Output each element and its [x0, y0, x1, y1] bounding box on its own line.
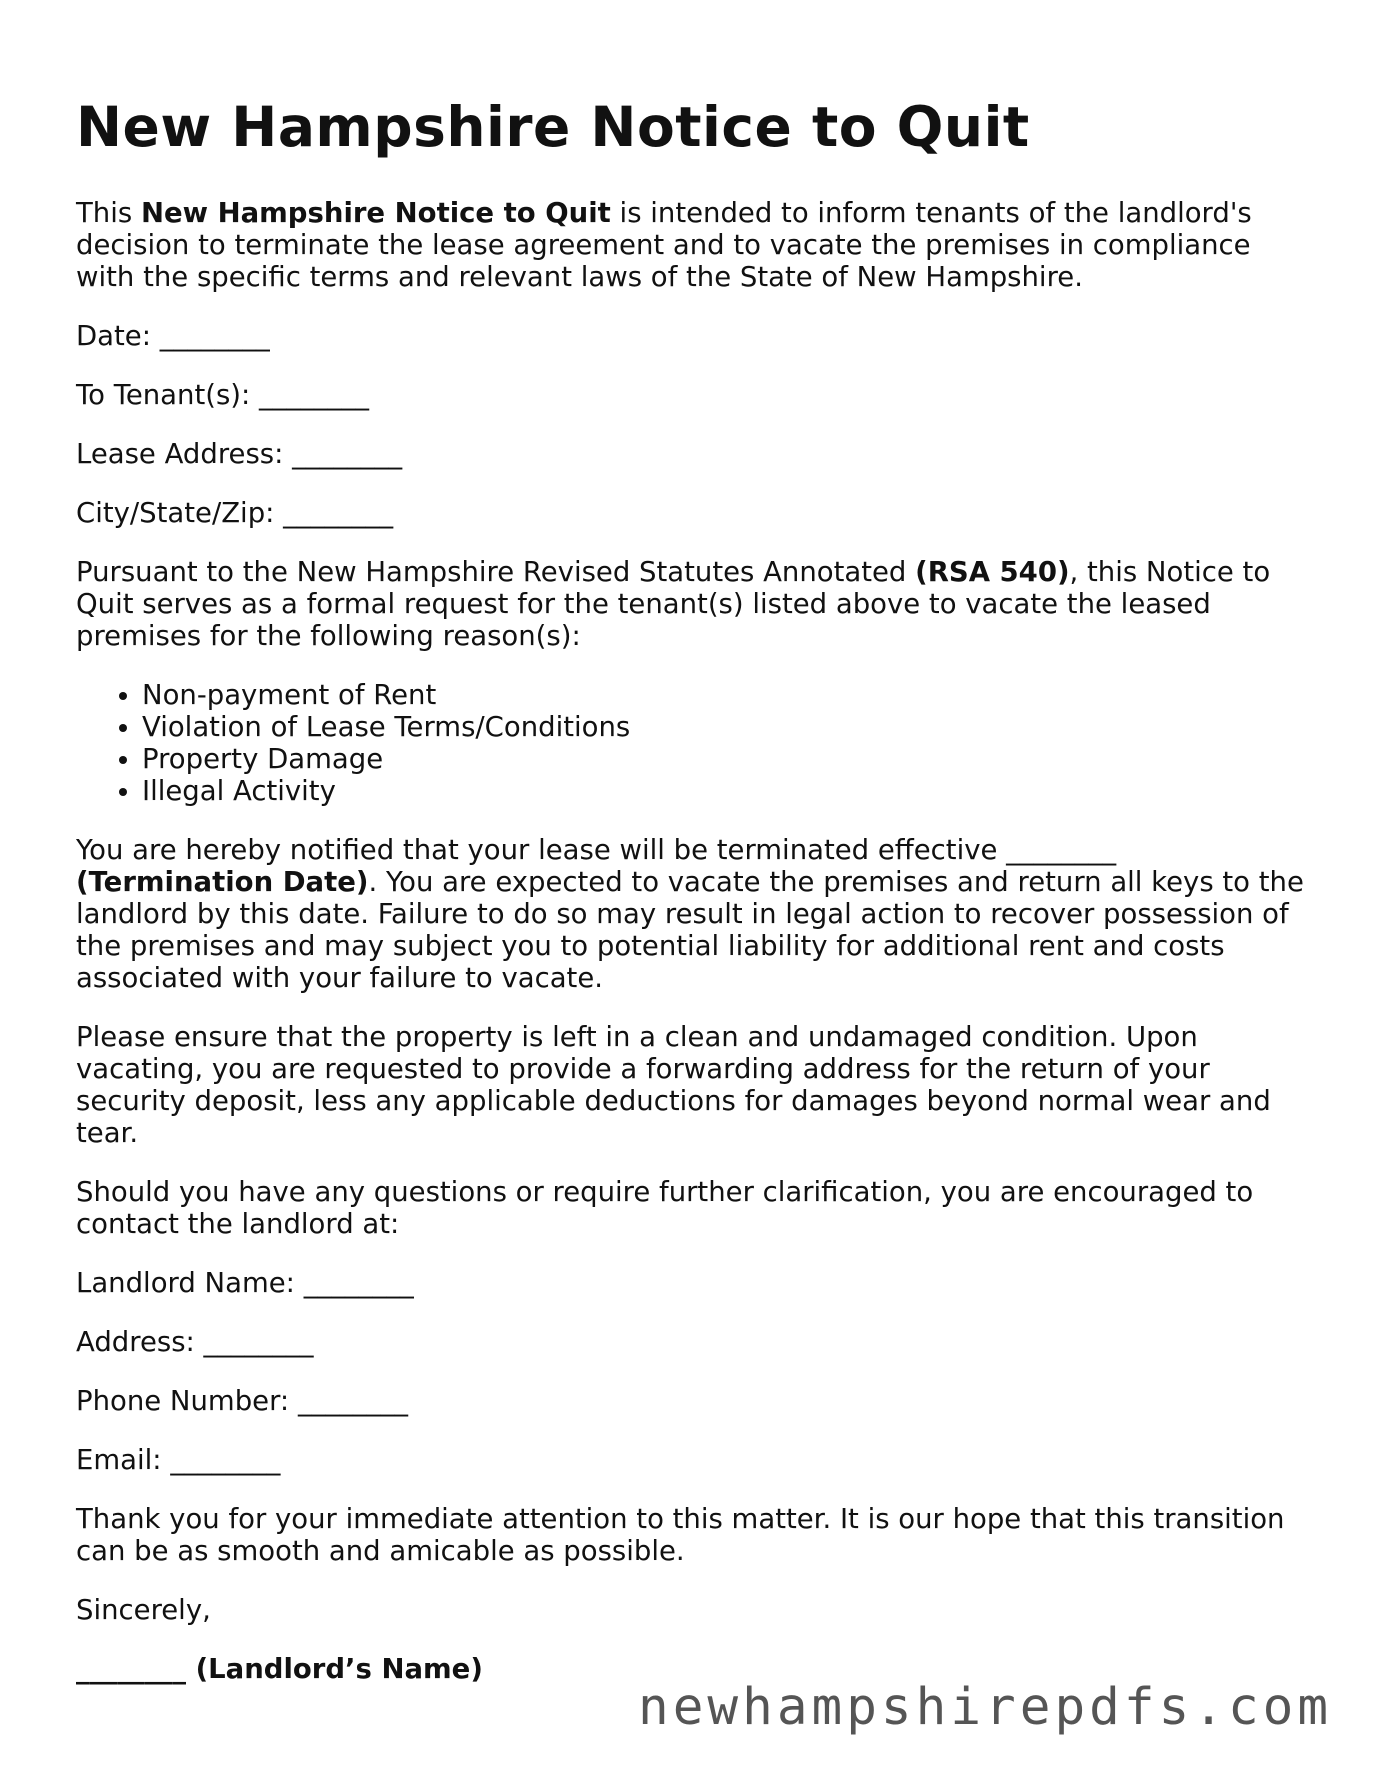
- list-item: • Illegal Activity: [142, 775, 1306, 807]
- intro-prefix: This: [76, 197, 141, 230]
- thanks-paragraph: Thank you for your immediate attention to this matter. It is our hope that this transition can be as smooth and amicable as possible.: [76, 1503, 1285, 1568]
- landlord-address-field: [76, 1326, 1306, 1358]
- email-label: Email:: [76, 1444, 162, 1477]
- landlord-name-blank: ________: [303, 1267, 414, 1300]
- document-title: New Hampshire Notice to Quit: [76, 95, 1030, 159]
- termination-paragraph: [76, 834, 1306, 994]
- city-state-zip-field: [76, 497, 1306, 529]
- tenant-field: [76, 379, 1306, 411]
- closing: Sincerely,: [76, 1594, 211, 1627]
- date-label: Date:: [76, 320, 151, 353]
- lease-address-blank: ________: [292, 438, 403, 471]
- condition-paragraph: Please ensure that the property is left in a clean and undamaged condition. Upon vacating, you are requested to provide a forwarding address for the return of your security deposit, less any applicable deductions for damages beyond normal wear and tear.: [76, 1021, 1271, 1150]
- email-blank: ________: [170, 1444, 281, 1477]
- phone-blank: ________: [297, 1385, 408, 1418]
- date-blank: ________: [159, 320, 270, 353]
- termination-bold: (Termination Date): [76, 866, 369, 899]
- city-state-zip-label: City/State/Zip:: [76, 497, 275, 530]
- pursuant-prefix: Pursuant to the New Hampshire Revised Statutes Annotated: [76, 556, 916, 589]
- pursuant-bold: (RSA 540): [915, 556, 1070, 589]
- list-item: • Property Damage: [142, 743, 1306, 775]
- list-item: • Non-payment of Rent: [142, 679, 1306, 711]
- tenant-blank: ________: [259, 379, 370, 412]
- phone-label: Phone Number:: [76, 1385, 290, 1418]
- termination-suffix: . You are expected to vacate the premises and return all keys to the landlord by this date. Failure to do so may result in legal action to recover possession of the premises and may subject you to potential liability for additional rent and costs associated with your failure to vacate.: [76, 866, 1304, 995]
- contact-paragraph: Should you have any questions or require further clarification, you are encouraged to contact the landlord at:: [76, 1176, 1254, 1241]
- watermark: newhampshirepdfs.com: [638, 1678, 1333, 1737]
- termination-prefix: You are hereby notified that your lease will be terminated effective ________: [76, 834, 1117, 867]
- landlord-name-label: Landlord Name:: [76, 1267, 295, 1300]
- date-field: [76, 320, 1306, 352]
- landlord-address-blank: ________: [203, 1326, 314, 1359]
- signature-text: ________ (Landlord’s Name): [76, 1653, 483, 1686]
- landlord-address-label: Address:: [76, 1326, 195, 1359]
- reasons-list: [76, 679, 1306, 807]
- email-field: [76, 1444, 1306, 1476]
- phone-field: [76, 1385, 1306, 1417]
- document-page: [76, 96, 1306, 1712]
- pursuant-suffix: , this Notice to Quit serves as a formal request for the tenant(s) listed above to vacate the leased premises for the following reason(s):: [76, 556, 1271, 653]
- landlord-name-field: [76, 1267, 1306, 1299]
- intro-paragraph: [76, 197, 1306, 293]
- tenant-label: To Tenant(s):: [76, 379, 251, 412]
- lease-address-label: Lease Address:: [76, 438, 284, 471]
- pursuant-paragraph: [76, 556, 1306, 652]
- intro-suffix: is intended to inform tenants of the landlord's decision to terminate the lease agreement and to vacate the premises in compliance with the specific terms and relevant laws of the State of New Hampshire.: [76, 197, 1252, 294]
- intro-bold: New Hampshire Notice to Quit: [140, 197, 611, 230]
- city-state-zip-blank: ________: [283, 497, 394, 530]
- list-item: • Violation of Lease Terms/Conditions: [142, 711, 1306, 743]
- lease-address-field: [76, 438, 1306, 470]
